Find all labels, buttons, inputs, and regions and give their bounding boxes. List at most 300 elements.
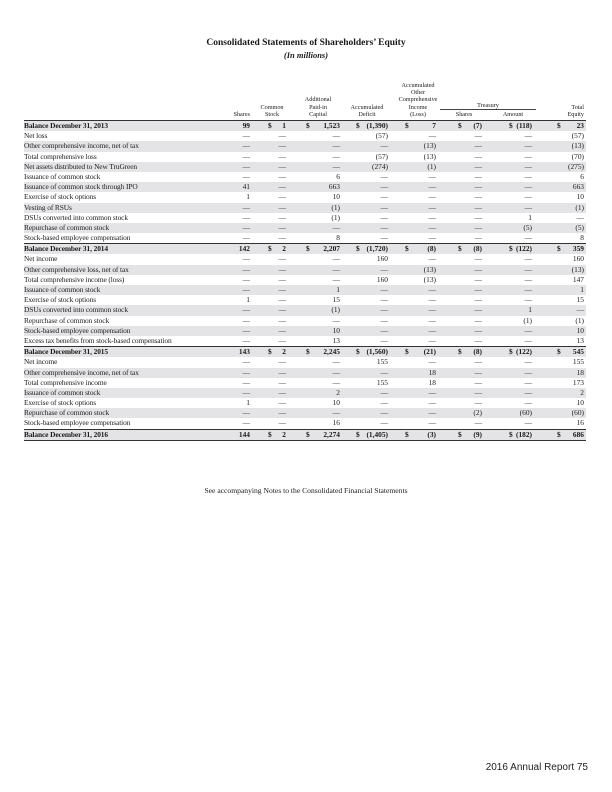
col-header-total-equity: Total Equity (567, 103, 584, 118)
cell-value: 1 (246, 192, 250, 202)
cell-value: 2 (282, 429, 286, 439)
cell-value: — (474, 325, 482, 335)
cell-value: — (242, 285, 250, 294)
cell-value: — (474, 377, 482, 387)
cell-value: 18 (428, 377, 436, 387)
cell-value: — (380, 398, 388, 408)
table-row (24, 336, 586, 346)
row-label: Excess tax benefits from stock-based compensation (24, 335, 172, 345)
table-row (24, 418, 586, 428)
cell-value: 6 (580, 171, 584, 181)
cell-value: — (242, 131, 250, 141)
cell-value: — (428, 398, 436, 408)
col-header-deficit: Accumulated Deficit (350, 103, 384, 118)
cell-value: 41 (242, 182, 250, 192)
cell-value: 23 (576, 121, 584, 130)
cell-value: — (524, 161, 532, 171)
cell-value: 10 (332, 192, 340, 202)
cell-value: — (474, 398, 482, 408)
table-row (24, 357, 586, 367)
dollar-sign: $ (268, 244, 272, 254)
cell-value: — (380, 141, 388, 151)
row-label: Other comprehensive income, net of tax (24, 141, 139, 151)
cell-value: — (242, 418, 250, 428)
cell-value: — (380, 192, 388, 202)
cell-value: — (524, 192, 532, 202)
cell-value: — (428, 285, 436, 294)
row-label: Net income (24, 357, 58, 367)
cell-value: — (278, 325, 286, 335)
table-row (24, 265, 586, 275)
cell-value: — (278, 212, 286, 222)
cell-value: — (332, 264, 340, 274)
cell-value: — (242, 325, 250, 335)
cell-value: 142 (238, 244, 250, 254)
cell-value: — (474, 182, 482, 192)
cell-value: — (474, 212, 482, 222)
cell-value: — (474, 357, 482, 367)
cell-value: — (524, 377, 532, 387)
cell-value: — (524, 182, 532, 192)
dollar-sign: $ (509, 429, 513, 439)
cell-value: — (380, 408, 388, 418)
cell-value: — (332, 315, 340, 325)
dollar-sign: $ (509, 347, 513, 357)
balance-row (24, 120, 586, 131)
row-label: Exercise of stock options (24, 295, 97, 305)
cell-value: — (428, 305, 436, 315)
cell-value: — (474, 202, 482, 212)
cell-value: — (474, 387, 482, 397)
cell-value: 663 (328, 182, 340, 192)
cell-value: 359 (572, 244, 584, 254)
cell-value: — (242, 335, 250, 345)
cell-value: — (332, 151, 340, 161)
table-row (24, 368, 586, 378)
cell-value: (182) (515, 429, 532, 439)
cell-value: — (278, 285, 286, 294)
cell-value: — (332, 274, 340, 284)
cell-value: 2 (282, 347, 286, 357)
cell-value: 2,245 (323, 347, 340, 357)
col-header-common-stock: Common Stock (260, 103, 284, 118)
table-row (24, 172, 586, 182)
cell-value: 18 (576, 367, 584, 377)
cell-value: — (428, 254, 436, 264)
cell-value: (8) (473, 244, 482, 254)
cell-value: — (380, 233, 388, 243)
cell-value: 1 (528, 305, 532, 315)
cell-value: 16 (332, 418, 340, 428)
cell-value: — (474, 161, 482, 171)
cell-value: (274) (371, 161, 388, 171)
cell-value: — (524, 202, 532, 212)
cell-value: 1 (528, 212, 532, 222)
cell-value: (1) (523, 315, 532, 325)
col-group-treasury: Treasury (440, 102, 536, 110)
cell-value: (1,405) (366, 429, 388, 439)
row-label: Issuance of common stock through IPO (24, 182, 138, 192)
table-header (24, 70, 586, 120)
table-row (24, 316, 586, 326)
cell-value: — (474, 264, 482, 274)
dollar-sign: $ (268, 347, 272, 357)
row-label: Repurchase of common stock (24, 222, 110, 232)
cell-value: — (524, 367, 532, 377)
cell-value: — (242, 222, 250, 232)
cell-value: — (242, 212, 250, 222)
table-row (24, 305, 586, 315)
cell-value: — (474, 151, 482, 161)
table-row (24, 203, 586, 213)
cell-value: — (474, 315, 482, 325)
cell-value: — (428, 171, 436, 181)
statement-title: Consolidated Statements of Shareholders’ Equity (206, 38, 406, 48)
cell-value: — (380, 182, 388, 192)
cell-value: — (332, 131, 340, 141)
cell-value: — (278, 367, 286, 377)
cell-value: (1,560) (366, 347, 388, 357)
cell-value: 2,274 (323, 429, 340, 439)
cell-value: 160 (376, 274, 388, 284)
col-header-treasury-shares: Shares (455, 110, 473, 118)
cell-value: (13) (423, 274, 436, 284)
cell-value: 8 (336, 233, 340, 243)
cell-value: — (380, 222, 388, 232)
row-label: Exercise of stock options (24, 398, 97, 408)
row-label: Issuance of common stock (24, 171, 101, 181)
table-row (24, 408, 586, 418)
cell-value: (1,720) (366, 244, 388, 254)
table-row (24, 285, 586, 295)
cell-value: — (524, 335, 532, 345)
cell-value: (2) (473, 408, 482, 418)
cell-value: — (428, 357, 436, 367)
cell-value: 2 (580, 387, 584, 397)
dollar-sign: $ (405, 121, 409, 130)
cell-value: (5) (523, 222, 532, 232)
cell-value: — (474, 222, 482, 232)
cell-value: — (474, 367, 482, 377)
cell-value: — (524, 141, 532, 151)
row-label: Balance December 31, 2013 (24, 121, 108, 130)
row-label: Other comprehensive income, net of tax (24, 367, 139, 377)
cell-value: — (278, 254, 286, 264)
table-row (24, 275, 586, 285)
cell-value: — (332, 408, 340, 418)
cell-value: — (474, 131, 482, 141)
cell-value: (122) (515, 347, 532, 357)
cell-value: — (242, 171, 250, 181)
cell-value: 8 (580, 233, 584, 243)
cell-value: 143 (238, 347, 250, 357)
dollar-sign: $ (557, 244, 561, 254)
table-row (24, 388, 586, 398)
cell-value: — (332, 377, 340, 387)
cell-value: — (428, 408, 436, 418)
cell-value: — (242, 151, 250, 161)
cell-value: (275) (567, 161, 584, 171)
cell-value: — (278, 398, 286, 408)
cell-value: — (524, 171, 532, 181)
dollar-sign: $ (268, 121, 272, 130)
cell-value: 155 (376, 357, 388, 367)
row-label: Repurchase of common stock (24, 408, 110, 418)
cell-value: (1) (331, 305, 340, 315)
cell-value: 663 (572, 182, 584, 192)
cell-value: 2 (336, 387, 340, 397)
balance-row (24, 346, 586, 357)
cell-value: (3) (427, 429, 436, 439)
cell-value: (122) (515, 244, 532, 254)
cell-value: — (380, 295, 388, 305)
cell-value: (5) (575, 222, 584, 232)
cell-value: — (278, 377, 286, 387)
cell-value: (57) (571, 131, 584, 141)
cell-value: — (524, 398, 532, 408)
table-row (24, 192, 586, 202)
cell-value: (9) (473, 429, 482, 439)
cell-value: — (428, 335, 436, 345)
cell-value: (13) (423, 264, 436, 274)
table-row (24, 131, 586, 141)
table-row (24, 141, 586, 151)
row-label: Balance December 31, 2016 (24, 429, 108, 439)
table-row (24, 398, 586, 408)
equity-table (24, 70, 586, 441)
cell-value: — (474, 274, 482, 284)
dollar-sign: $ (557, 429, 561, 439)
cell-value: — (278, 274, 286, 284)
cell-value: — (242, 161, 250, 171)
row-label: Stock-based employee compensation (24, 233, 131, 243)
row-label: Stock-based employee compensation (24, 418, 131, 428)
cell-value: — (576, 305, 584, 315)
cell-value: — (428, 182, 436, 192)
table-row (24, 254, 586, 264)
cell-value: 1 (336, 285, 340, 294)
cell-value: (13) (423, 141, 436, 151)
cell-value: (1) (575, 315, 584, 325)
cell-value: (13) (571, 141, 584, 151)
dollar-sign: $ (557, 347, 561, 357)
cell-value: 7 (432, 121, 436, 130)
cell-value: 13 (576, 335, 584, 345)
cell-value: (1) (331, 202, 340, 212)
table-row (24, 213, 586, 223)
cell-value: — (524, 418, 532, 428)
cell-value: — (428, 192, 436, 202)
cell-value: — (474, 233, 482, 243)
row-label: Issuance of common stock (24, 387, 101, 397)
dollar-sign: $ (356, 244, 360, 254)
dollar-sign: $ (509, 244, 513, 254)
cell-value: (118) (516, 121, 532, 130)
cell-value: (1) (575, 202, 584, 212)
cell-value: — (524, 387, 532, 397)
cell-value: — (524, 264, 532, 274)
table-row (24, 295, 586, 305)
cell-value: — (428, 202, 436, 212)
row-label: Balance December 31, 2014 (24, 244, 108, 254)
cell-value: 15 (576, 295, 584, 305)
row-label: Net loss (24, 131, 48, 141)
col-header-shares: Shares (233, 110, 250, 118)
cell-value: 155 (376, 377, 388, 387)
cell-value: — (380, 367, 388, 377)
cell-value: — (524, 285, 532, 294)
cell-value: — (278, 131, 286, 141)
cell-value: 1 (282, 121, 286, 130)
table-row (24, 223, 586, 233)
cell-value: — (242, 141, 250, 151)
cell-value: — (474, 171, 482, 181)
row-label: Net income (24, 254, 58, 264)
dollar-sign: $ (509, 121, 513, 130)
table-row (24, 326, 586, 336)
cell-value: — (278, 202, 286, 212)
dollar-sign: $ (268, 429, 272, 439)
cell-value: — (524, 357, 532, 367)
cell-value: — (278, 295, 286, 305)
table-row (24, 152, 586, 162)
cell-value: — (524, 325, 532, 335)
cell-value: — (380, 264, 388, 274)
dollar-sign: $ (306, 429, 310, 439)
dollar-sign: $ (306, 121, 310, 130)
cell-value: — (380, 325, 388, 335)
cell-value: 160 (572, 254, 584, 264)
balance-row (24, 243, 586, 254)
cell-value: (13) (571, 264, 584, 274)
dollar-sign: $ (458, 429, 462, 439)
cell-value: — (524, 274, 532, 284)
cell-value: (1) (331, 212, 340, 222)
cell-value: 6 (336, 171, 340, 181)
table-row (24, 162, 586, 172)
cell-value: 545 (572, 347, 584, 357)
cell-value: 2,207 (323, 244, 340, 254)
table-row (24, 378, 586, 388)
cell-value: (21) (423, 347, 436, 357)
cell-value: (8) (473, 347, 482, 357)
cell-value: — (242, 202, 250, 212)
dollar-sign: $ (306, 244, 310, 254)
row-label: Issuance of common stock (24, 285, 101, 294)
cell-value: — (428, 233, 436, 243)
cell-value: — (474, 254, 482, 264)
cell-value: 10 (332, 398, 340, 408)
cell-value: 15 (332, 295, 340, 305)
cell-value: (60) (519, 408, 532, 418)
cell-value: — (380, 315, 388, 325)
dollar-sign: $ (557, 121, 561, 130)
cell-value: — (278, 418, 286, 428)
page-footer: 2016 Annual Report 75 (485, 762, 588, 773)
cell-value: 1,523 (323, 121, 340, 130)
row-label: Total comprehensive loss (24, 151, 97, 161)
row-label: Other comprehensive loss, net of tax (24, 264, 129, 274)
cell-value: 13 (332, 335, 340, 345)
cell-value: — (278, 182, 286, 192)
row-label: DSUs converted into common stock (24, 212, 128, 222)
cell-value: — (278, 408, 286, 418)
cell-value: — (332, 357, 340, 367)
cell-value: — (242, 387, 250, 397)
cell-value: — (278, 264, 286, 274)
cell-value: — (242, 377, 250, 387)
cell-value: — (332, 161, 340, 171)
cell-value: — (332, 367, 340, 377)
row-label: DSUs converted into common stock (24, 305, 128, 315)
cell-value: 1 (246, 295, 250, 305)
cell-value: — (474, 295, 482, 305)
dollar-sign: $ (405, 244, 409, 254)
cell-value: 147 (572, 274, 584, 284)
row-label: Net assets distributed to New TruGreen (24, 161, 137, 171)
cell-value: 10 (576, 192, 584, 202)
statement-subtitle: (In millions) (283, 50, 329, 60)
cell-value: — (474, 418, 482, 428)
cell-value: 10 (576, 325, 584, 335)
dollar-sign: $ (458, 244, 462, 254)
cell-value: — (278, 233, 286, 243)
cell-value: (70) (571, 151, 584, 161)
table-body (24, 120, 586, 441)
cell-value: (57) (375, 131, 388, 141)
cell-value: — (428, 387, 436, 397)
col-header-treasury-amount: Amount (502, 110, 524, 118)
cell-value: — (278, 151, 286, 161)
cell-value: — (474, 305, 482, 315)
cell-value: — (332, 141, 340, 151)
cell-value: (7) (473, 121, 482, 130)
cell-value: — (242, 264, 250, 274)
cell-value: 173 (572, 377, 584, 387)
cell-value: 2 (282, 244, 286, 254)
cell-value: — (242, 254, 250, 264)
cell-value: (1,390) (366, 121, 388, 130)
cell-value: — (278, 335, 286, 345)
cell-value: — (380, 387, 388, 397)
cell-value: — (242, 367, 250, 377)
cell-value: — (380, 305, 388, 315)
cell-value: — (242, 305, 250, 315)
cell-value: — (380, 171, 388, 181)
cell-value: — (428, 418, 436, 428)
cell-value: — (332, 254, 340, 264)
cell-value: — (524, 254, 532, 264)
cell-value: — (380, 335, 388, 345)
row-label: Repurchase of common stock (24, 315, 110, 325)
cell-value: (8) (427, 244, 436, 254)
cell-value: 16 (576, 418, 584, 428)
cell-value: — (242, 233, 250, 243)
cell-value: — (278, 315, 286, 325)
dollar-sign: $ (405, 347, 409, 357)
cell-value: 144 (238, 429, 250, 439)
balance-row (24, 429, 586, 441)
cell-value: — (524, 295, 532, 305)
dollar-sign: $ (458, 347, 462, 357)
row-label: Vesting of RSUs (24, 202, 72, 212)
cell-value: — (332, 222, 340, 232)
cell-value: — (278, 305, 286, 315)
cell-value: — (428, 325, 436, 335)
row-label: Stock-based employee compensation (24, 325, 131, 335)
cell-value: — (428, 315, 436, 325)
cell-value: (57) (375, 151, 388, 161)
